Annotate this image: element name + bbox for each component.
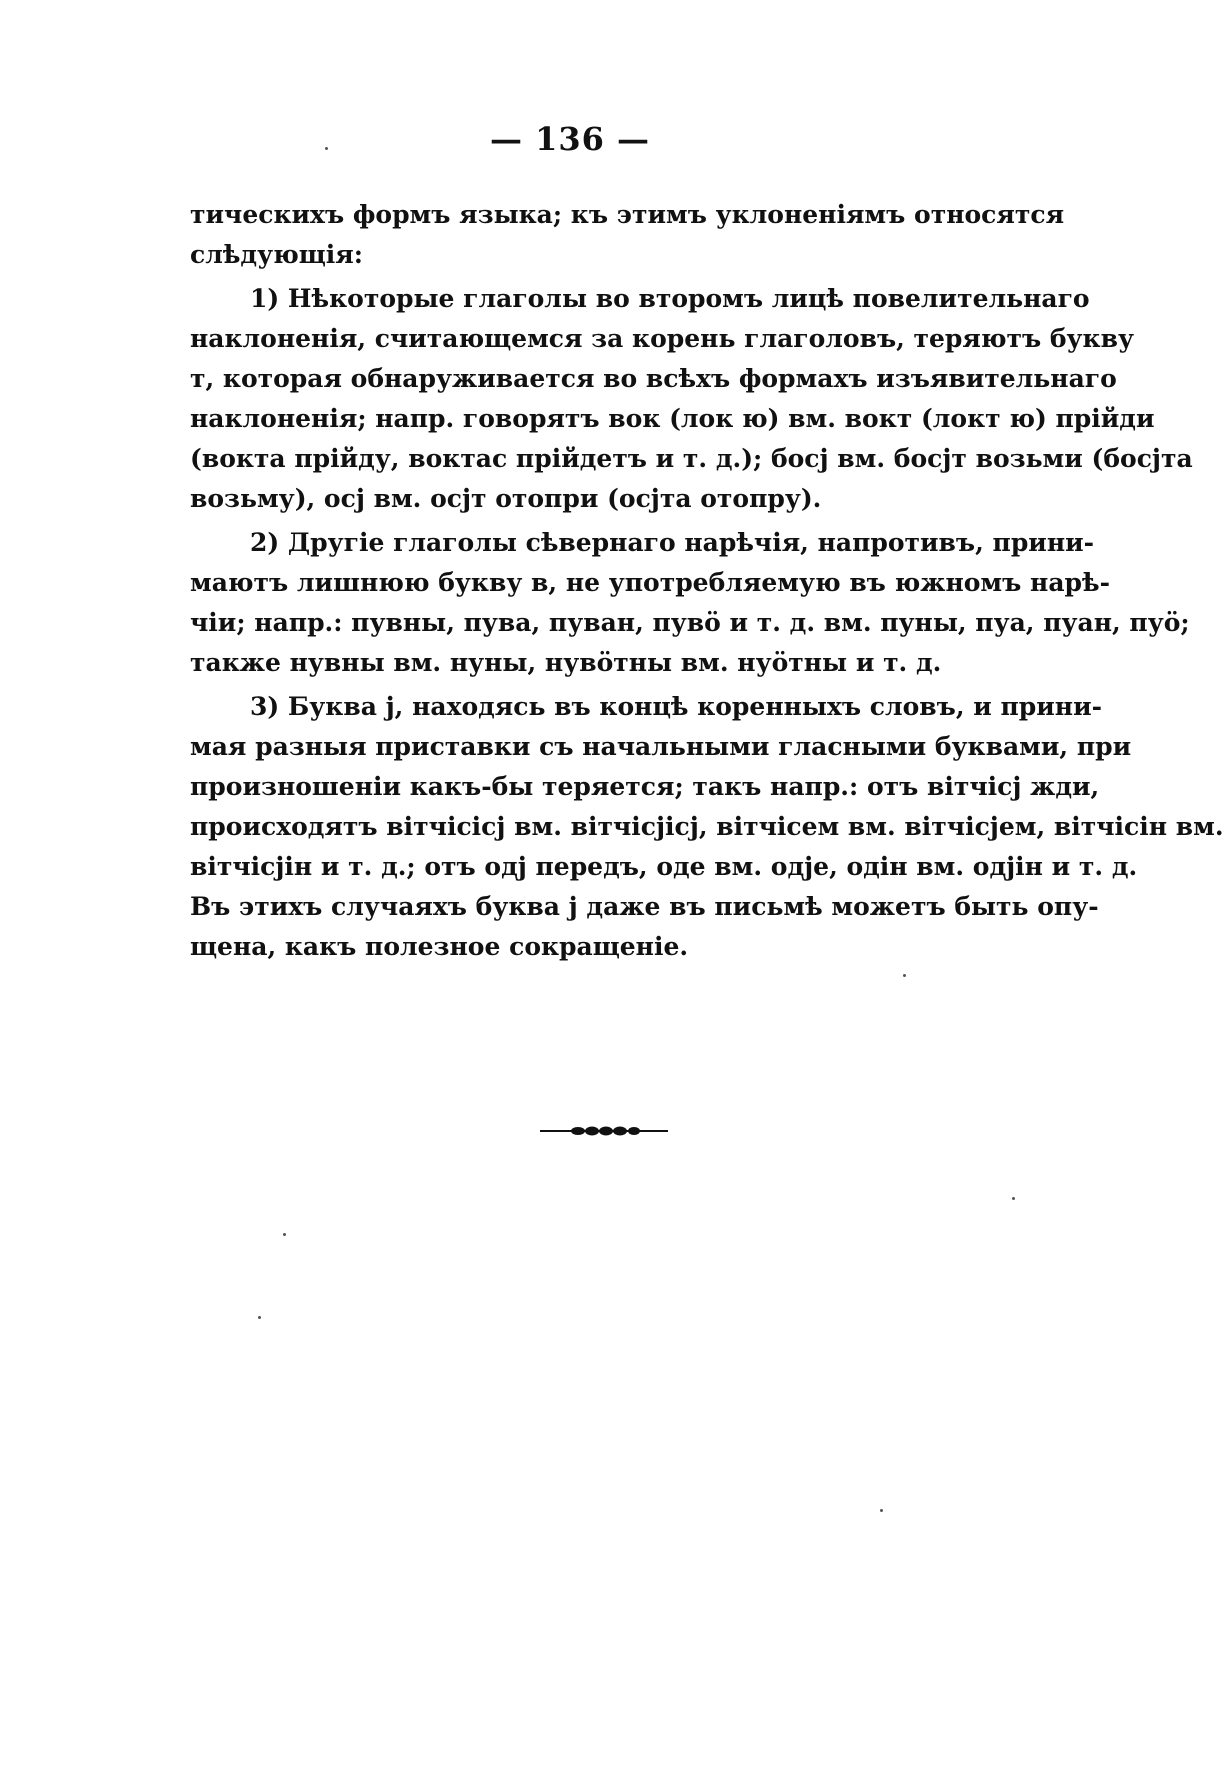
text-line: мая разныя приставки съ начальными гласными буквами, при: [190, 732, 1132, 761]
print-speck: [903, 974, 906, 977]
page-number: — 136 —: [489, 120, 651, 158]
text-line: возьму), осј вм. осјт отопри (осјта отопру).: [190, 484, 822, 513]
text-line: произношеніи какъ-бы теряется; такъ напр.: отъ вітчісј жди,: [190, 772, 1100, 801]
text-line: наклоненія, считающемся за корень глаголовъ, теряютъ букву: [190, 324, 1134, 353]
text-line: слѣдующія:: [190, 240, 363, 269]
text-line: также нувны вм. нуны, нувӧтны вм. нуӧтны и т. д.: [190, 648, 942, 677]
print-speck: [1012, 1197, 1015, 1200]
text-line: вітчісјін и т. д.; отъ одј передъ, оде вм. одје, одін вм. одјін и т. д.: [190, 852, 1138, 881]
text-line: наклоненія; напр. говорятъ вок (лок ю) вм. вокт (локт ю) прійди: [190, 404, 1155, 433]
body-text: [190, 195, 1224, 967]
text-line: чіи; напр.: пувны, пува, пуван, пувӧ и т. д. вм. пуны, пуа, пуан, пуӧ;: [190, 608, 1190, 637]
print-speck: [283, 1233, 286, 1236]
text-line: (вокта прійду, воктас прійдетъ и т. д.); босј вм. босјт возьми (босјта: [190, 444, 1193, 473]
print-speck: [880, 1509, 883, 1512]
text-line: 3) Буква ј, находясь въ концѣ коренныхъ словъ, и прини-: [250, 692, 1103, 721]
text-line: 2) Другіе глаголы сѣвернаго нарѣчія, напротивъ, прини-: [250, 528, 1095, 557]
text-line: тическихъ формъ языка; къ этимъ уклоненіямъ относятся: [190, 200, 1065, 229]
text-line: происходятъ вітчісісј вм. вітчісјісј, вітчісем вм. вітчісјем, вітчісін вм.: [190, 812, 1224, 841]
ornament-divider-icon: [540, 1124, 668, 1138]
text-line: Въ этихъ случаяхъ буква ј даже въ письмѣ можетъ быть опу-: [190, 892, 1099, 921]
text-line: щена, какъ полезное сокращеніе.: [190, 932, 689, 961]
print-speck: [258, 1316, 261, 1319]
text-line: 1) Нѣкоторые глаголы во второмъ лицѣ повелительнаго: [250, 284, 1090, 313]
text-line: маютъ лишнюю букву в, не употребляемую въ южномъ нарѣ-: [190, 568, 1110, 597]
text-line: т, которая обнаруживается во всѣхъ формахъ изъявительнаго: [190, 364, 1117, 393]
print-speck: [325, 147, 328, 150]
